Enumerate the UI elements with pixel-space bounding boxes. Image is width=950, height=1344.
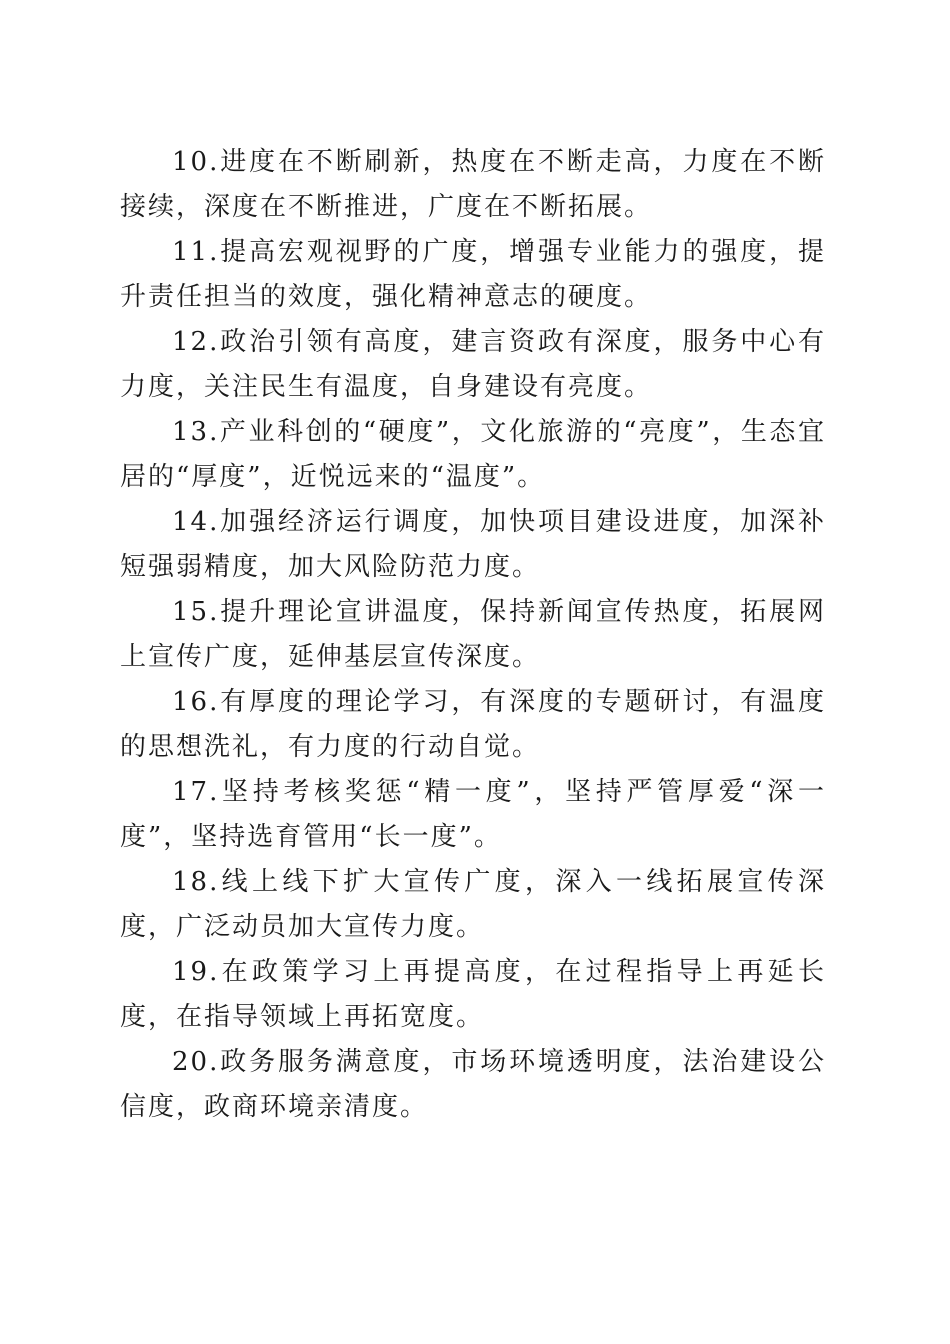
list-item: 19.在政策学习上再提高度，在过程指导上再延长度，在指导领域上再拓宽度。 — [120, 957, 826, 1032]
list-item: 10.进度在不断刷新，热度在不断走高，力度在不断接续，深度在不断推进，广度在不断拓展。 — [120, 147, 826, 222]
list-item: 20.政务服务满意度，市场环境透明度，法治建设公信度，政商环境亲清度。 — [120, 1047, 826, 1122]
list-item: 13.产业科创的“硬度”，文化旅游的“亮度”，生态宜居的“厚度”，近悦远来的“温度”。 — [120, 417, 826, 492]
list-item: 17.坚持考核奖惩“精一度”，坚持严管厚爱“深一度”，坚持选育管用“长一度”。 — [120, 777, 826, 852]
list-item: 16.有厚度的理论学习，有深度的专题研讨，有温度的思想洗礼，有力度的行动自觉。 — [120, 687, 826, 762]
document-body — [120, 140, 826, 1130]
list-item: 12.政治引领有高度，建言资政有深度，服务中心有力度，关注民生有温度，自身建设有亮度。 — [120, 327, 826, 402]
list-item: 18.线上线下扩大宣传广度，深入一线拓展宣传深度，广泛动员加大宣传力度。 — [120, 867, 826, 942]
list-item: 14.加强经济运行调度，加快项目建设进度，加深补短强弱精度，加大风险防范力度。 — [120, 507, 826, 582]
list-item: 11.提高宏观视野的广度，增强专业能力的强度，提升责任担当的效度，强化精神意志的硬度。 — [120, 237, 826, 312]
list-item: 15.提升理论宣讲温度，保持新闻宣传热度，拓展网上宣传广度，延伸基层宣传深度。 — [120, 597, 826, 672]
